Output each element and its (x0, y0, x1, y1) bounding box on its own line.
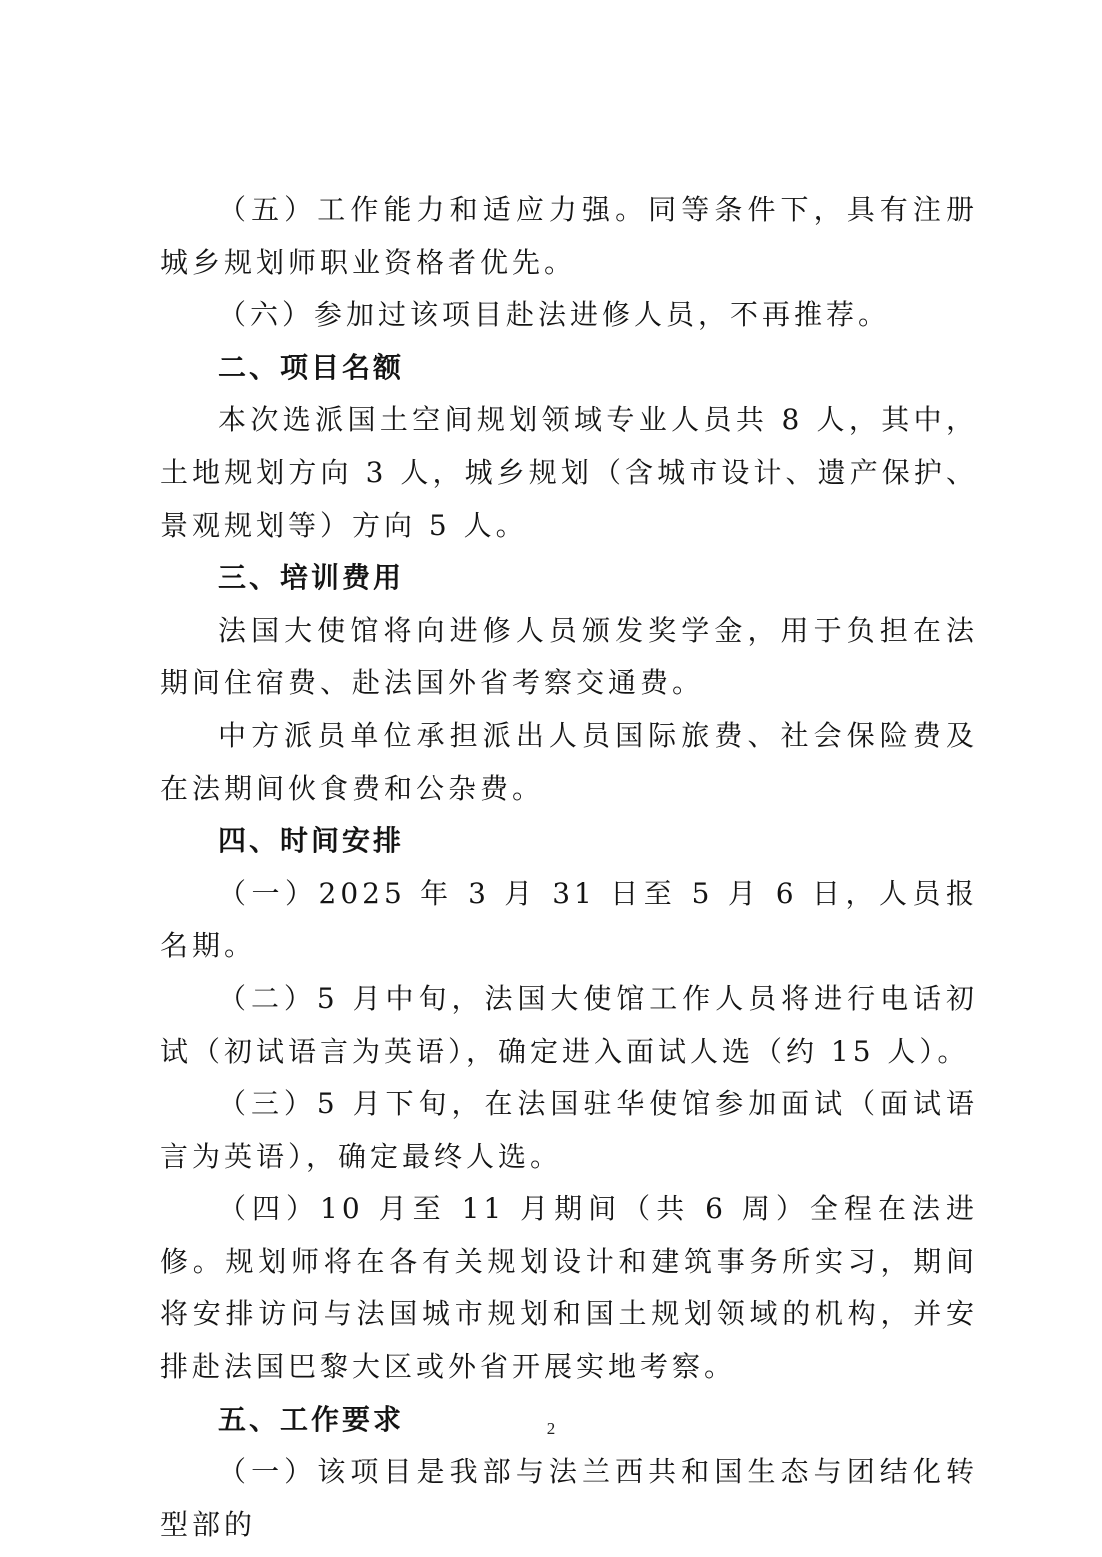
paragraph-schedule-4: （四）10 月至 11 月期间（共 6 周）全程在法进修。规划师将在各有关规划设计和建筑事务所实习，期间将安排访问与法国城市规划和国土规划领域的机构，并安排赴法国巴黎大区或外省开展实地考察。 (160, 1192, 978, 1384)
paragraph-qualification-6: （六）参加过该项目赴法进修人员，不再推荐。 (218, 298, 891, 332)
document-body (160, 184, 978, 1551)
paragraph-embassy-scholarship: 法国大使馆将向进修人员颁发奖学金，用于负担在法期间住宿费、赴法国外省考察交通费。 (160, 613, 978, 700)
heading-quota: 二、项目名额 (218, 350, 405, 384)
page-number: 2 (546, 1419, 556, 1438)
heading-work-requirements: 五、工作要求 (218, 1402, 405, 1436)
paragraph-schedule-1: （一）2025 年 3 月 31 日至 5 月 6 日，人员报名期。 (160, 876, 978, 963)
heading-schedule: 四、时间安排 (218, 824, 405, 858)
paragraph-requirement-1: （一）该项目是我部与法兰西共和国生态与团结化转型部的 (160, 1455, 978, 1541)
paragraph-quota: 本次选派国土空间规划领域专业人员共 8 人，其中，土地规划方向 3 人，城乡规划（含城市设计、遗产保护、景观规划等）方向 5 人。 (160, 403, 978, 542)
paragraph-schedule-2: （二）5 月中旬，法国大使馆工作人员将进行电话初试（初试语言为英语），确定进入面试人选（约 15 人）。 (160, 981, 978, 1068)
paragraph-schedule-3: （三）5 月下旬，在法国驻华使馆参加面试（面试语言为英语），确定最终人选。 (160, 1087, 978, 1173)
paragraph-chinese-side-costs: 中方派员单位承担派出人员国际旅费、社会保险费及在法期间伙食费和公杂费。 (160, 718, 978, 805)
paragraph-qualification-5: （五）工作能力和适应力强。同等条件下，具有注册城乡规划师职业资格者优先。 (160, 193, 978, 279)
heading-training-costs: 三、培训费用 (218, 561, 405, 595)
